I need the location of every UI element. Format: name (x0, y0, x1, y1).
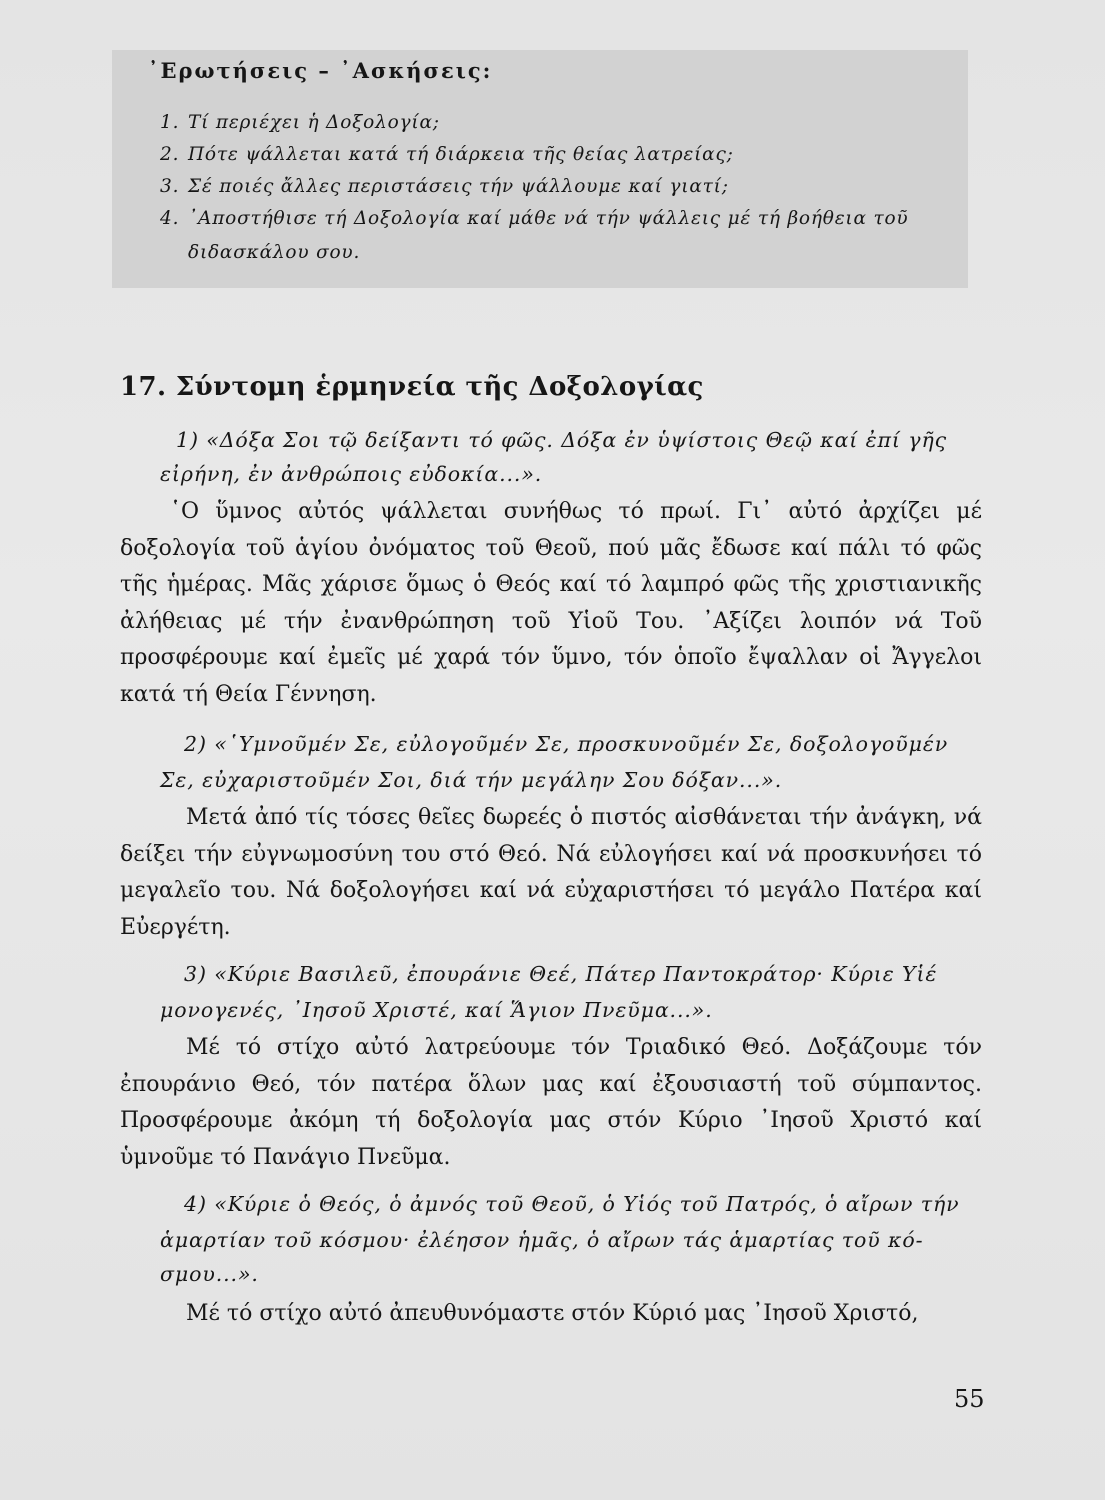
question-item-continuation: διδασκάλου σου. (188, 242, 361, 263)
page-number: 55 (954, 1385, 985, 1413)
verse-quote-line: εἰρήνη, ἐν ἀνθρώποις εὐδοκία...». (160, 462, 543, 486)
verse-quote-line: Σε, εὐχαριστοῦμέν Σοι, διά τήν μεγάλην Σου δόξαν...». (160, 768, 783, 792)
verse-commentary: Μετά ἀπό τίς τόσες θεῖες δωρεές ὁ πιστός αἰσθάνεται τήν ἀνάγκη, νά δείξει τήν εὐγνωμοσύνη του στό Θεό. Νά εὐλογήσει καί νά προσκυνήσει τό μεγαλεῖο του. Νά δοξολογήσει καί νά εὐχαριστήσει τό μεγάλο Πατέρα καί Εὐεργέτη. (120, 805, 982, 940)
verse-quote-line: 3) «Κύριε Βασιλεῦ, ἐπουράνιε Θεέ, Πάτερ Παντοκράτορ· Κύριε Υἱέ (184, 962, 938, 986)
question-item: 1. Τί περιέχει ἡ Δοξολογία; (160, 112, 440, 133)
section-title: 17. Σύντομη ἑρμηνεία τῆς Δοξολογίας (120, 372, 704, 402)
verse-commentary: ῾Ο ὕμνος αὐτός ψάλλεται συνήθως τό πρωί. Γι᾿ αὐτό ἀρχίζει μέ δοξολογία τοῦ ἁγίου ὀνόματος τοῦ Θεοῦ, πού μᾶς ἔδωσε καί πάλι τό φῶς τῆς ἡμέρας. Μᾶς χάρισε ὅμως ὁ Θεός καί τό λαμπρό φῶς τῆς χριστιανικῆς ἀλήθειας μέ τήν ἐνανθρώπηση τοῦ Υἱοῦ Του. ᾿Αξίζει λοιπόν νά Τοῦ προσφέρουμε καί ἐμεῖς μέ χαρά τόν ὕμνο, τόν ὁποῖο ἔψαλλαν οἱ Ἄγγελοι κατά τή Θεία Γέννηση. (120, 499, 982, 707)
verse-quote-line: 2) «῾Υμνοῦμέν Σε, εὐλογοῦμέν Σε, προσκυνοῦμέν Σε, δοξολογοῦμέν (184, 732, 949, 756)
question-item: 2. Πότε ψάλλεται κατά τή διάρκεια τῆς θείας λατρείας; (160, 144, 734, 165)
verse-quote-line: ἁμαρτίαν τοῦ κόσμου· ἐλέησον ἡμᾶς, ὁ αἴρων τάς ἁμαρτίας τοῦ κό- (160, 1228, 924, 1252)
exercises-title: ᾿Ερωτήσεις – ᾿Ασκήσεις: (148, 58, 493, 83)
question-item: 4. ᾿Αποστήθισε τή Δοξολογία καί μάθε νά τήν ψάλλεις μέ τή βοήθεια τοῦ (160, 208, 909, 229)
verse-quote-line: μονογενές, ᾿Ιησοῦ Χριστέ, καί Ἅγιον Πνεῦμα...». (160, 998, 713, 1022)
verse-quote-line: 1) «Δόξα Σοι τῷ δείξαντι τό φῶς. Δόξα ἐν ὑψίστοις Θεῷ καί ἐπί γῆς (176, 428, 948, 452)
verse-quote-line: 4) «Κύριε ὁ Θεός, ὁ ἀμνός τοῦ Θεοῦ, ὁ Υἱός τοῦ Πατρός, ὁ αἴρων τήν (184, 1192, 960, 1216)
verse-quote-line: σμου...». (160, 1262, 259, 1286)
question-item: 3. Σέ ποιές ἄλλες περιστάσεις τήν ψάλλουμε καί γιατί; (160, 176, 729, 197)
verse-commentary: Μέ τό στίχο αὐτό λατρεύουμε τόν Τριαδικό Θεό. Δοξάζουμε τόν ἐπουράνιο Θεό, τόν πατέρα ὅλων μας καί ἐξουσιαστή τοῦ σύμπαντος. Προσφέρουμε ἀκόμη τή δοξολογία μας στόν Κύριο ᾿Ιησοῦ Χριστό καί ὑμνοῦμε τό Πανάγιο Πνεῦμα. (120, 1035, 982, 1170)
verse-commentary: Μέ τό στίχο αὐτό ἀπευθυνόμαστε στόν Κύριό μας ᾿Ιησοῦ Χριστό, (186, 1301, 919, 1326)
